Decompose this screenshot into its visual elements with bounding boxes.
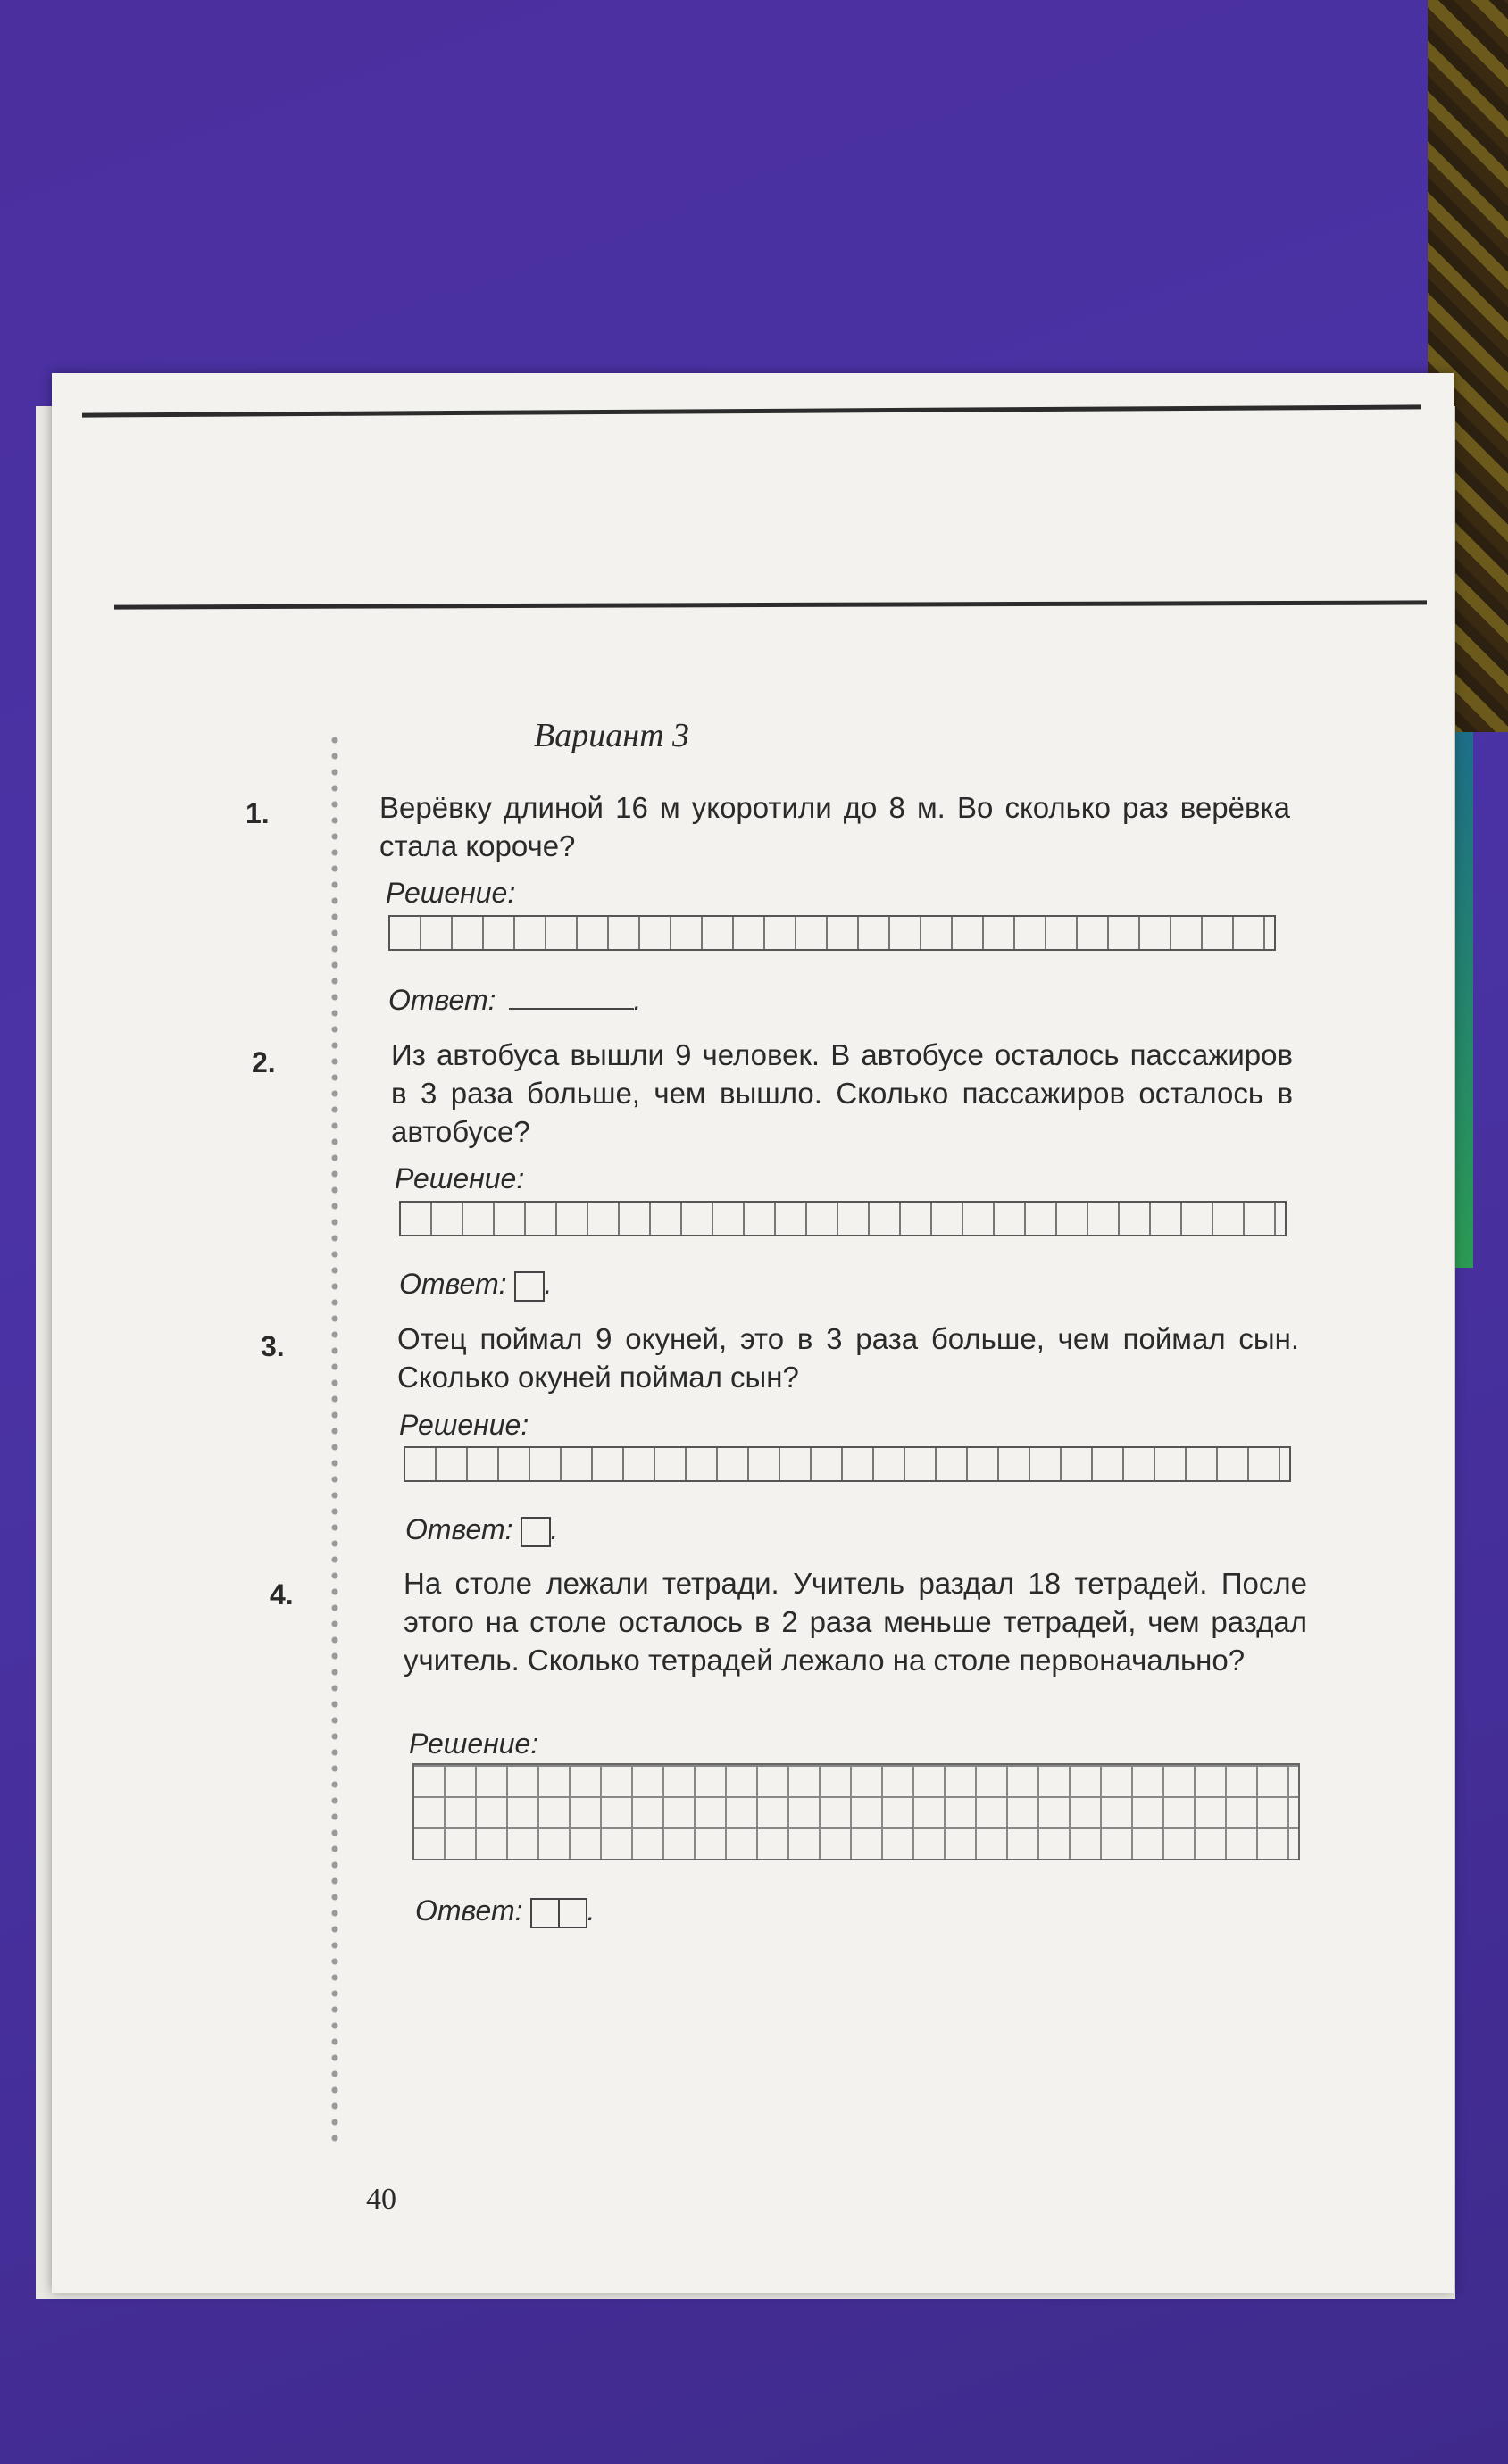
problem-4-number: 4.: [270, 1578, 294, 1611]
problem-3-solution-label: Решение:: [399, 1409, 529, 1441]
problem-1-text: Верёвку длиной 16 м укоротили до 8 м. Во сколько раз верёвка стала короче?: [379, 791, 1290, 862]
problem-4-solution-grid[interactable]: [412, 1763, 1300, 1860]
problem-1-solution-cells[interactable]: [388, 915, 1276, 951]
problem-1-solution-label: Решение:: [386, 877, 516, 909]
problem-4-answer-punct: .: [587, 1894, 596, 1927]
problem-3-number: 3.: [261, 1330, 285, 1362]
problem-4-answer-label: Ответ:: [415, 1894, 523, 1927]
problem-4-answer: [415, 1894, 595, 1928]
problem-2-number: 2.: [252, 1046, 276, 1078]
variant-title: Вариант 3: [534, 717, 690, 754]
problem-1-answer-punct: .: [633, 984, 642, 1016]
page-number: 40: [366, 2183, 396, 2216]
problem-3-answer-box[interactable]: [521, 1517, 551, 1547]
problem-3-solution-cells[interactable]: [404, 1446, 1291, 1482]
problem-2-solution-cells[interactable]: [399, 1201, 1287, 1236]
problem-4-answer-box[interactable]: [530, 1898, 587, 1928]
problem-3-text: Отец поймал 9 окуней, это в 3 раза больше, чем поймал сын. Сколько окуней поймал сын?: [397, 1322, 1299, 1394]
problem-3-answer: [405, 1513, 558, 1547]
problem-2-answer-punct: .: [544, 1268, 553, 1300]
problem-3-answer-label: Ответ:: [405, 1513, 513, 1545]
problem-4-text: На столе лежали тетради. Учитель раздал 18 тетрадей. После этого на столе осталось в 2 раза меньше тетрадей, чем раздал учитель. Сколько тетрадей лежало на столе первоначально?: [404, 1567, 1307, 1677]
problem-2-answer-box[interactable]: [514, 1271, 545, 1302]
problem-2-answer-label: Ответ:: [399, 1268, 507, 1300]
problem-2-text: Из автобуса вышли 9 человек. В автобусе осталось пассажиров в 3 раза больше, чем вышло. Сколько пассажиров осталось в автобусе?: [391, 1038, 1293, 1148]
problem-1-answer-blank[interactable]: [509, 1008, 634, 1010]
problem-1-answer: [388, 984, 641, 1017]
problem-3-answer-punct: .: [550, 1513, 559, 1545]
problem-2-answer: [399, 1268, 552, 1302]
problem-4-solution-label: Решение:: [409, 1727, 539, 1760]
problem-1-number: 1.: [246, 797, 270, 829]
problem-1-answer-label: Ответ:: [388, 984, 496, 1016]
problem-2-solution-label: Решение:: [395, 1162, 525, 1195]
